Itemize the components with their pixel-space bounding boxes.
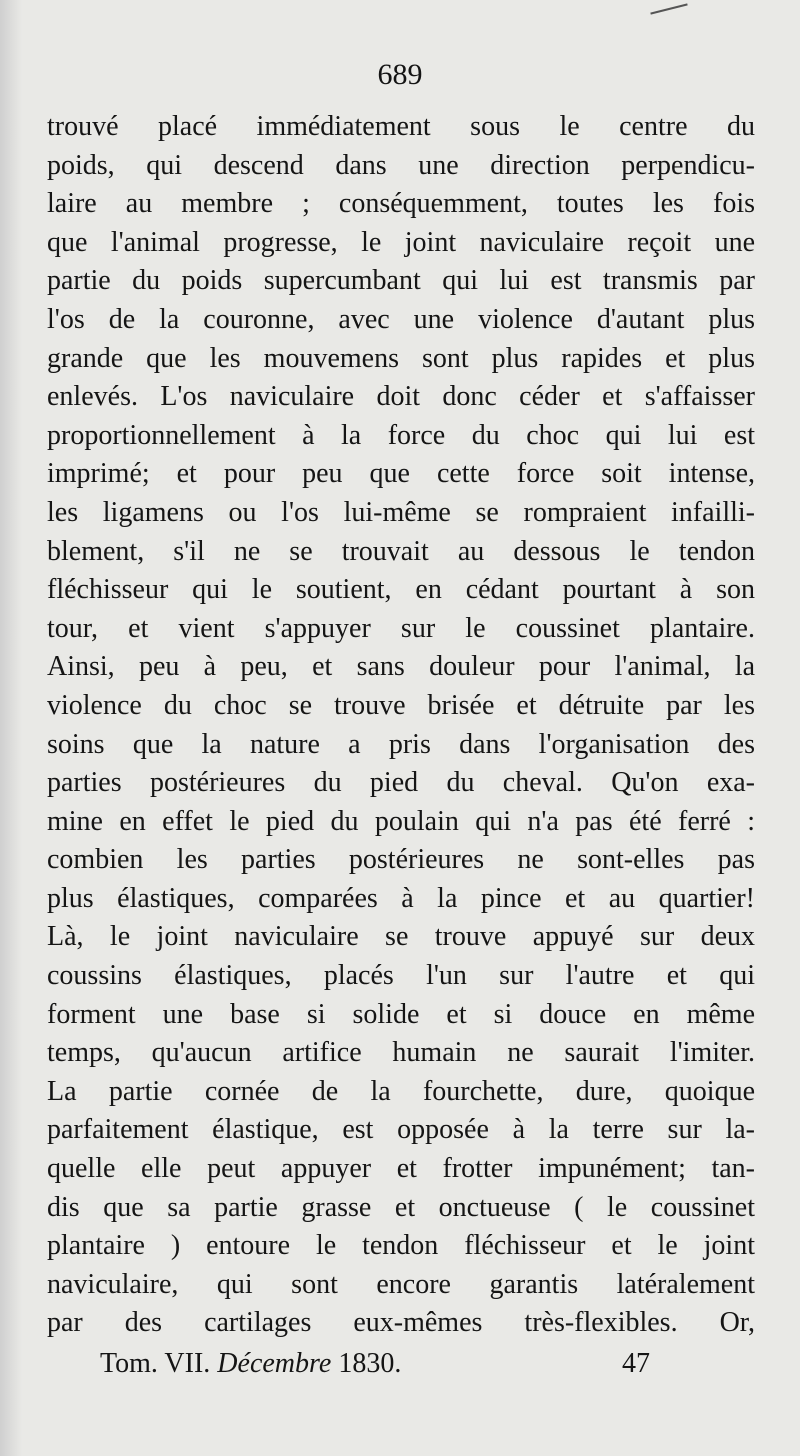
text-line: laire au membre ; conséquemment, toutes les fois [47, 188, 755, 220]
text-line: La partie cornée de la fourchette, dure, quoique [47, 1075, 755, 1107]
text-line: partie du poids supercumbant qui lui est transmis par [47, 265, 755, 297]
footer-volume: Tom. VII. [100, 1348, 211, 1379]
text-line: quelle elle peut appuyer et frotter impunément; tan- [47, 1153, 755, 1185]
text-line: temps, qu'aucun artifice humain ne saurait l'imiter. [47, 1037, 755, 1069]
text-line: fléchisseur qui le soutient, en cédant pourtant à son [47, 574, 755, 606]
text-line: naviculaire, qui sont encore garantis latéralement [47, 1268, 755, 1300]
text-line: tour, et vient s'appuyer sur le coussinet plantaire. [47, 612, 755, 644]
text-line: forment une base si solide et si douce en même [47, 998, 755, 1030]
text-line: plus élastiques, comparées à la pince et au quartier! [47, 882, 755, 914]
text-line: que l'animal progresse, le joint naviculaire reçoit une [47, 226, 755, 258]
text-line: poids, qui descend dans une direction perpendicu- [47, 149, 755, 181]
text-line: coussins élastiques, placés l'un sur l'autre et qui [47, 960, 755, 992]
text-line: l'os de la couronne, avec une violence d'autant plus [47, 303, 755, 335]
text-line: soins que la nature a pris dans l'organisation des [47, 728, 755, 760]
text-line: les ligamens ou l'os lui-même se rompraient infailli- [47, 496, 755, 528]
text-line: parties postérieures du pied du cheval. Qu'on exa- [47, 767, 755, 799]
text-line: mine en effet le pied du poulain qui n'a pas été ferré : [47, 805, 755, 837]
page-edge-shadow [0, 0, 22, 1456]
footer-signature: 47 [622, 1348, 650, 1379]
footer-imprint [100, 1348, 401, 1380]
footer-month: Décembre [217, 1348, 332, 1379]
text-line: enlevés. L'os naviculaire doit donc céder et s'affaisser [47, 381, 755, 413]
text-line: Ainsi, peu à peu, et sans douleur pour l'animal, la [47, 651, 755, 683]
text-line: proportionnellement à la force du choc qui lui est [47, 419, 755, 451]
text-line: imprimé; et pour peu que cette force soit intense, [47, 458, 755, 490]
text-line: parfaitement élastique, est opposée à la terre sur la- [47, 1114, 755, 1146]
text-line: violence du choc se trouve brisée et détruite par les [47, 689, 755, 721]
ink-mark [650, 3, 687, 14]
text-line: grande que les mouvemens sont plus rapides et plus [47, 342, 755, 374]
text-line: plantaire ) entoure le tendon fléchisseur et le joint [47, 1230, 755, 1262]
text-line: dis que sa partie grasse et onctueuse ( le coussinet [47, 1191, 755, 1223]
text-line: combien les parties postérieures ne sont-elles pas [47, 844, 755, 876]
page-footer [100, 1348, 650, 1388]
page-number: 689 [377, 58, 423, 91]
text-line: par des cartilages eux-mêmes très-flexibles. Or, [47, 1307, 755, 1339]
text-line: Là, le joint naviculaire se trouve appuyé sur deux [47, 921, 755, 953]
text-line: trouvé placé immédiatement sous le centre du [47, 111, 755, 142]
text-line: blement, s'il ne se trouvait au dessous le tendon [47, 535, 755, 567]
footer-year: 1830. [338, 1348, 402, 1379]
body-text [47, 108, 755, 1343]
